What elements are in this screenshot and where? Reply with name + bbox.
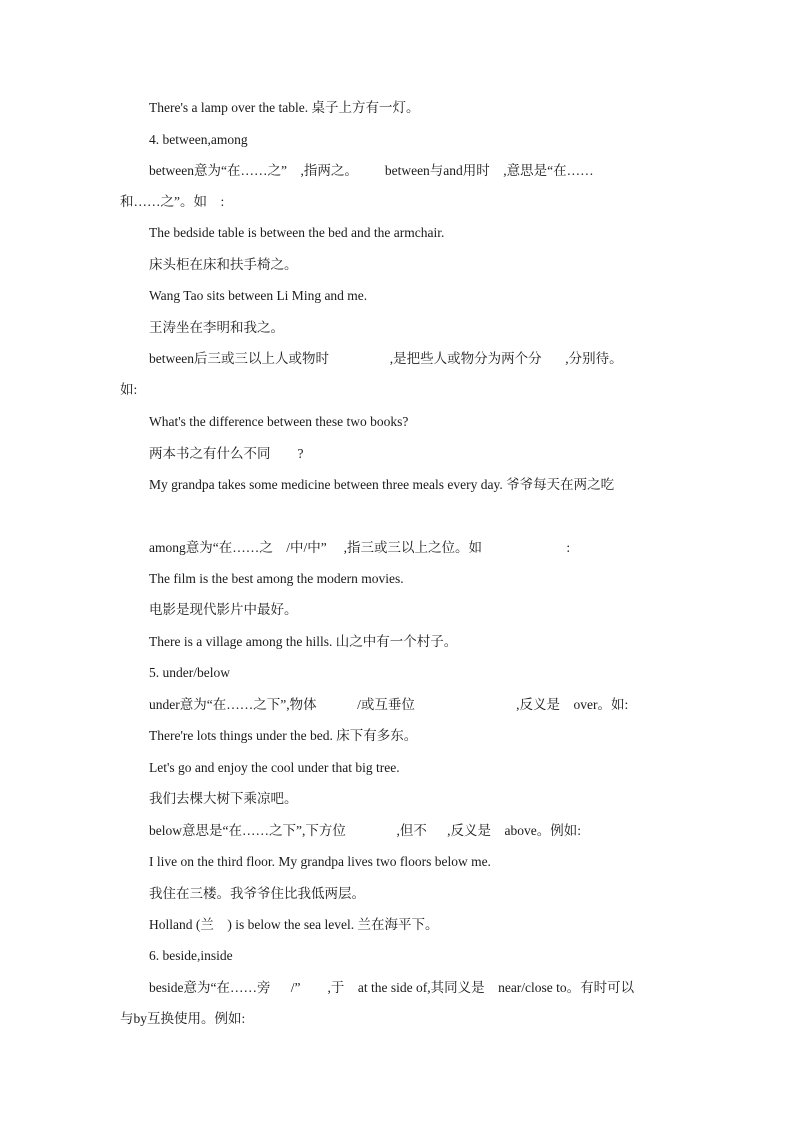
- section-heading: 6. beside,inside: [149, 948, 233, 963]
- section-heading: 5. under/below: [149, 665, 230, 680]
- text-line: There's a lamp over the table. 桌子上方有一灯。: [149, 100, 420, 115]
- text-line: 如:: [120, 382, 138, 397]
- text-line: between后三或三以上人或物时 ,是把些人或物分为两个分 ,分别待。: [149, 351, 623, 366]
- translation-line: 电影是现代影片中最好。: [149, 602, 298, 617]
- example-sentence: Let's go and enjoy the cool under that big tree.: [149, 760, 400, 775]
- text-line: between意为“在……之” ,指两之。 between与and用时 ,意思是“在……: [149, 163, 594, 178]
- translation-line: 我们去棵大树下乘凉吧。: [149, 791, 298, 806]
- text-line: under意为“在……之下”,物体 /或互垂位 ,反义是 over。如:: [149, 697, 629, 712]
- example-sentence: My grandpa takes some medicine between three meals every day. 爷爷每天在两之吃: [149, 477, 615, 492]
- example-sentence: Holland (兰 ) is below the sea level. 兰在海平下。: [149, 917, 439, 932]
- section-heading: 4. between,among: [149, 132, 248, 147]
- example-sentence: There is a village among the hills. 山之中有一个村子。: [149, 634, 458, 649]
- translation-line: 王涛坐在李明和我之。: [149, 320, 284, 335]
- text-line: below意思是“在……之下”,下方位 ,但不 ,反义是 above。例如:: [149, 823, 581, 838]
- example-sentence: The bedside table is between the bed and the armchair.: [149, 225, 445, 240]
- translation-line: 床头柜在床和扶手椅之。: [149, 257, 298, 272]
- text-line: 和……之”。如 :: [120, 194, 225, 209]
- translation-line: 我住在三楼。我爷爷住比我低两层。: [149, 886, 365, 901]
- example-sentence: There're lots things under the bed. 床下有多东。: [149, 728, 418, 743]
- example-sentence: I live on the third floor. My grandpa lives two floors below me.: [149, 854, 491, 869]
- example-sentence: The film is the best among the modern movies.: [149, 571, 404, 586]
- example-sentence: What's the difference between these two books?: [149, 414, 409, 429]
- text-line: among意为“在……之 /中/中” ,指三或三以上之位。如 :: [149, 540, 571, 555]
- text-line: 与by互换使用。例如:: [120, 1011, 246, 1026]
- example-sentence: Wang Tao sits between Li Ming and me.: [149, 288, 368, 303]
- translation-line: 两本书之有什么不同 ?: [149, 446, 304, 461]
- text-line: beside意为“在……旁 /” ,于 at the side of,其同义是 near/close to。有时可以: [149, 980, 635, 995]
